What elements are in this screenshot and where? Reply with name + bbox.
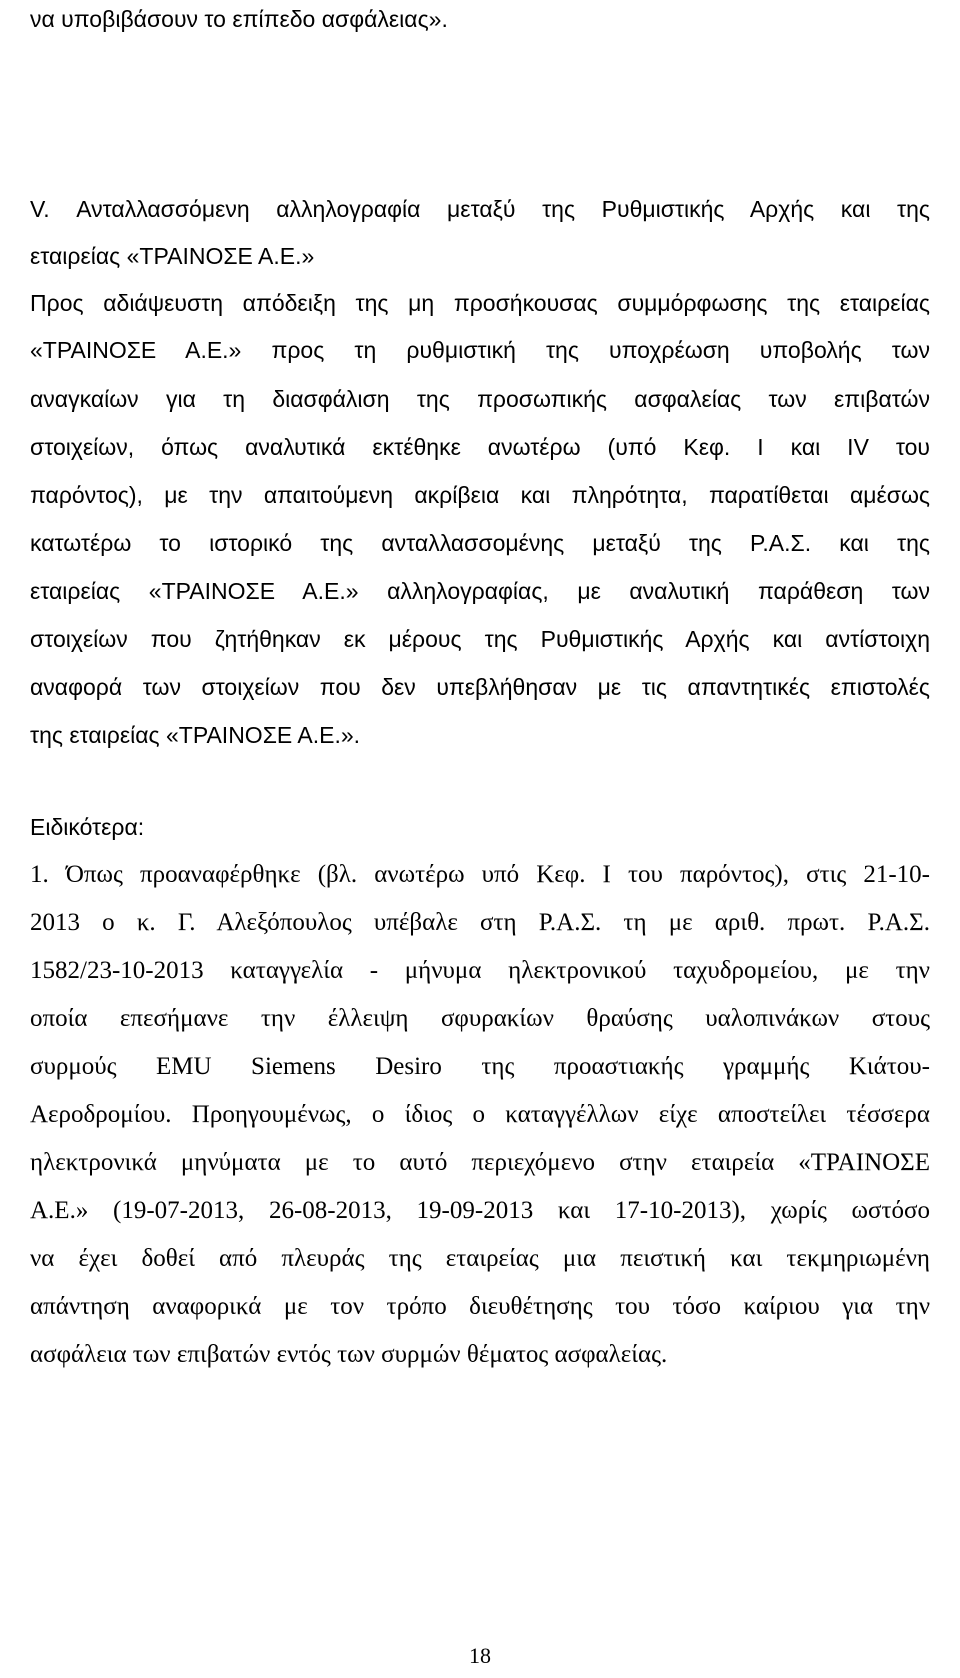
list-item-line: να έχει δοθεί από πλευράς της εταιρείας μια πειστική και τεκμηριωμένη [30,1245,930,1272]
list-item-line: 2013 ο κ. Γ. Αλεξόπουλος υπέβαλε στη Ρ.Α.Σ. τη με αριθ. πρωτ. Ρ.Α.Σ. [30,909,930,936]
text-line: να υποβιβάσουν το επίπεδο ασφάλειας». [30,6,448,32]
paragraph-line: κατωτέρω το ιστορικό της ανταλλασσομένης μεταξύ της Ρ.Α.Σ. και της [30,530,930,556]
paragraph-line: εταιρείας «ΤΡΑΙΝΟΣΕ Α.Ε.» αλληλογραφίας, με αναλυτική παράθεση των [30,578,930,604]
section-heading: V. Ανταλλασσόμενη αλληλογραφία μεταξύ της Ρυθμιστικής Αρχής και της [30,196,930,222]
paragraph-line: στοιχείων που ζητήθηκαν εκ μέρους της Ρυθμιστικής Αρχής και αντίστοιχη [30,626,930,652]
list-item-line: 1. Όπως προαναφέρθηκε (βλ. ανωτέρω υπό Κεφ. Ι του παρόντος), στις 21-10- [30,861,930,888]
list-item-line: ασφάλεια των επιβατών εντός των συρμών θέματος ασφαλείας. [30,1341,668,1368]
paragraph-line: της εταιρείας «ΤΡΑΙΝΟΣΕ Α.Ε.». [30,722,361,748]
paragraph-line: στοιχείων, όπως αναλυτικά εκτέθηκε ανωτέρω (υπό Κεφ. Ι και IV του [30,434,930,460]
paragraph-line: παρόντος), με την απαιτούμενη ακρίβεια και πληρότητα, παρατίθεται αμέσως [30,482,930,508]
list-item-line: οποία επεσήμανε την έλλειψη σφυρακίων θραύσης υαλοπινάκων στους [30,1005,930,1032]
list-item-line: Αεροδρομίου. Προηγουμένως, ο ίδιος ο καταγγέλλων είχε αποστείλει τέσσερα [30,1101,930,1128]
list-item-line: 1582/23-10-2013 καταγγελία - μήνυμα ηλεκτρονικού ταχυδρομείου, με την [30,957,930,984]
list-item-line: Α.Ε.» (19-07-2013, 26-08-2013, 19-09-2013 και 17-10-2013), χωρίς ωστόσο [30,1197,930,1224]
paragraph-line: «ΤΡΑΙΝΟΣΕ Α.Ε.» προς τη ρυθμιστική της υποχρέωση υποβολής των [30,337,930,363]
page-number: 18 [469,1643,491,1668]
paragraph-line: Προς αδιάψευστη απόδειξη της μη προσήκουσας συμμόρφωσης της εταιρείας [30,290,930,316]
paragraph-line: αναγκαίων για τη διασφάλιση της προσωπικής ασφαλείας των επιβατών [30,386,930,412]
list-item-line: απάντηση αναφορικά με τον τρόπο διευθέτησης του τόσο καίριου για την [30,1293,930,1320]
list-item-line: συρμούς EMU Siemens Desiro της προαστιακής γραμμής Κιάτου- [30,1053,930,1080]
section-heading-continued: εταιρείας «ΤΡΑΙΝΟΣΕ Α.Ε.» [30,243,315,269]
paragraph-line: αναφορά των στοιχείων που δεν υπεβλήθησαν με τις απαντητικές επιστολές [30,674,930,700]
subheading: Ειδικότερα: [30,814,145,840]
list-item-line: ηλεκτρονικά μηνύματα με το αυτό περιεχόμενο στην εταιρεία «ΤΡΑΙΝΟΣΕ [30,1149,930,1176]
